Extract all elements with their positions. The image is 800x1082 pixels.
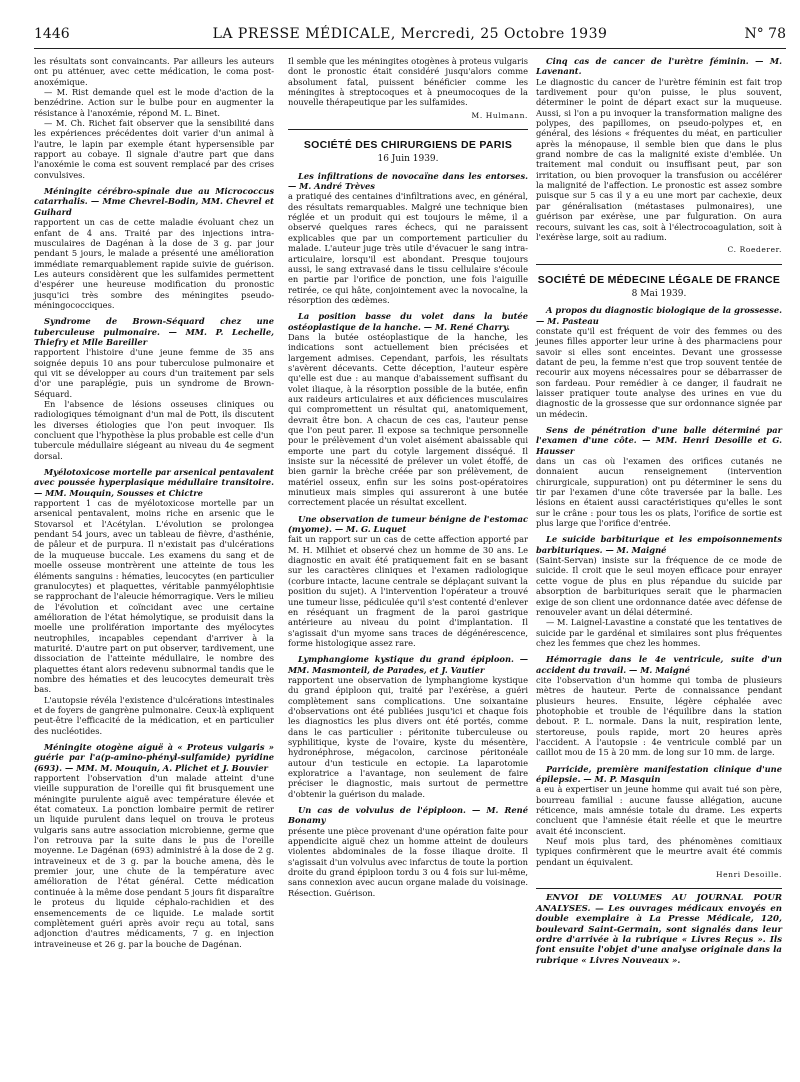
paragraph: dans un cas où l'examen des orifices cutanés ne donnaient aucun renseignement (intervention chirurgicale, suppuration) ont pu déterminer le sens du tir par l'examen d'une côte traversée par la balle. Les lésions en étaient aussi caractéristiques qu'elles le sont sur le crâne : pour tous les os plats, l'orifice de sortie est plus large que l'orifice d'entrée.	[536, 456, 782, 529]
paragraph: — M. Laignel-Lavastine a constaté que les tentatives de suicide par le gardénal et similaires sont plus fréquentes chez les femmes que chez les hommes.	[536, 617, 782, 648]
article-heading: Une observation de tumeur bénigne de l'estomac (myome). — M. G. Luquet	[288, 513, 528, 535]
article-heading: Lymphangiome kystique du grand épiploon. — MM. Masmonteil, de Parades, et J. Vautier	[288, 654, 528, 675]
article-heading: Méningite otogène aiguë à « Proteus vulgaris » guérie par l'a(p-amino-phényl-sulfamide) pyridine (693). — MM. M. Mouquin, A. Plichet et J. Bouvier	[34, 742, 274, 773]
article-heading: Syndrome de Brown-Séquard chez une tuberculeuse pulmonaire. — MM. P. Lechelle, Thiefry et Mlle Bareiller	[34, 316, 274, 347]
article-heading: La position basse du volet dans la butée ostéoplastique de la hanche. — M. René Charry.	[288, 311, 528, 332]
signature: Henri Desoille.	[715, 870, 782, 880]
paragraph: a pratiqué des centaines d'infiltrations avec, en général, des résultats remarquables. Malgré une technique bien réglée et un produit qui est toujours le même, il a observé quelques rares échecs, qui ne paraissent explicables que par un comportement particulier du malade. L'auteur juge très utile d'évacuer le sang intra-articulaire, lorsqu'il est abondant. Presque toujours aussi, le sang extravasé dans le tissu cellulaire s'écoule en partie par l'orifice de ponction, une fois l'aiguille retirée, ce qui hâte, conjointement avec la novocaïne, la résorption des œdèmes.	[288, 191, 528, 305]
paragraph: Il semble que les méningites otogènes à proteus vulgaris dont le pronostic était considéré jusqu'alors comme absolument fatal, puissent bénéficier comme les méningites à streptocoques et à pneumocoques de la nouvelle thérapeutique par les sulfamides.	[288, 56, 528, 108]
notice-box: ENVOI DE VOLUMES AU JOURNAL POUR ANALYSES. — Les ouvrages médicaux envoyés en double exemplaire à La Presse Médicale, 120, boulevard Saint-Germain, sont signalés dans leur ordre d'arrivée à la rubrique « Livres Reçus ». Ils font ensuite l'objet d'une analyse originale dans la rubrique « Livres Nouveaux ».	[536, 888, 782, 966]
paragraph: L'autopsie révéla l'existence d'ulcérations intestinales et de foyers de gangrène pulmonaire. Ceux-là expliquent peut-être l'efficacité de la médication, et en particulier des nucléotides.	[34, 694, 274, 736]
section-title: SOCIÉTÉ DES CHIRURGIENS DE PARIS	[303, 139, 513, 152]
section-title: SOCIÉTÉ DE MÉDECINE LÉGALE DE FRANCE	[537, 273, 781, 286]
article-heading: Sens de pénétration d'une balle déterminé par l'examen d'une côte. — MM. Henri Desoille et G. Hausser	[536, 425, 782, 456]
paragraph: présente une pièce provenant d'une opération faite pour appendicite aiguë chez un homme atteint de douleurs violentes abdominales de la fosse iliaque droite. Il s'agissait d'un volvulus avec infarctus de toute la portion droite du grand épiploon tordu 3 ou 4 fois sur lui-même, sans connexion avec aucun organe malade du voisinage. Résection. Guérison.	[288, 825, 528, 898]
paragraph: rapportent une observation de lymphangiome kystique du grand épiploon qui, traité par l'exérèse, a guéri complètement sans complications. Une soixantaine d'observations ont été publiées jusqu'ici et chaque fois les diagnostics les plus divers ont été portés, comme dans le cas particulier : péritonite tuberculeuse ou syphilitique, kyste de l'ovaire, kyste du mésentère, hydronéphrose, mégacolon, carcinose péritonéale autour d'un testicule en ectopie. La laparotomie exploratrice a l'avantage, non seulement de faire préciser le diagnostic, mais surtout de permettre d'obtenir la guérison du malade.	[288, 674, 528, 799]
paragraph: — M. Rist demande quel est le mode d'action de la benzédrine. Action sur le bulbe pour en augmenter la résistance à l'anoxémie, répond M. L. Binet.	[34, 87, 274, 118]
paragraph: Neuf mois plus tard, des phénomènes comitiaux typiques confirmèrent que le meurtre avait été commis pendant un équivalent.	[536, 836, 782, 867]
paragraph: rapportent 1 cas de myélotoxicose mortelle par un arsenical pentavalent, moins riche en arsenic que le Stovarsol et l'Acétylan. L'évolution se prolongea pendant 54 jours, avec un tableau de fièvre, d'asthénie, de pâleur et de purpura. Il n'existait pas d'ulcérations de la muqueuse buccale. Les examens du sang et de moelle osseuse montrèrent une atteinte de tous les éléments sanguins : hématies, leucocytes (en particulier granulocytes) et plaquettes, véritable panmyélophtisie se rapprochant de l'aleucie hémorragique. Vers le milieu de l'évolution et coïncidant avec une certaine amélioration de l'état hémolytique, se produisit dans la moelle une prolifération importante des myélocytes neutrophiles, incapables cependant d'arriver à la maturité. D'autre part on put observer, tardivement, une dissociation de l'atteinte médullaire, le nombre des plaquettes étant alors redevenu subnormal tandis que le nombre des hématies et des leucocytes demeurait très bas.	[34, 498, 274, 695]
section-date: 8 Mai 1939.	[631, 288, 687, 299]
paragraph: — M. Ch. Richet fait observer que la sensibilité dans les expériences précédentes doit varier d'un animal à l'autre, le lapin par exemple étant hypersensible par rapport au cobaye. Il signale d'autre part que dans l'anoxémie le coma est souvent remplacé par des crises convulsives.	[34, 118, 274, 180]
page-header	[34, 26, 786, 49]
article-heading: A propos du diagnostic biologique de la grossesse. — M. Pasteau	[536, 305, 782, 326]
paragraph: les résultats sont convaincants. Par ailleurs les auteurs ont pu atténuer, avec cette médication, le coma post-anoxémique.	[34, 56, 274, 87]
signature: C. Roederer.	[727, 245, 782, 255]
paragraph: Dans la butée ostéoplastique de la hanche, les indications sont actuellement bien précisées et largement admises. Cependant, parfois, les résultats s'avèrent décevants. Cette déception, l'auteur espère qu'elle est due : au manque d'abaissement suffisant du volet iliaque, à la résorption possible de la butée, enfin aux raideurs articulaires et aux déficiences musculaires qui compromettent un résultat qui, anatomiquement, devrait être bon. A chacun de ces cas, l'auteur pense que l'on peut parer. Il expose sa technique personnelle pour le prélèvement d'un volet aisément abaissable qui emporte une part du cotyle largement disséqué. Il insiste sur la nécessité de prélever un volet étoffé, de bien garnir la brèche créée par son prélèvement, de matériel osseux, enfin sur les soins post-opératoires minutieux mais simples qui assureront à une butée correctement placée un résultat excellent.	[288, 331, 528, 508]
signature: M. Hulmann.	[471, 110, 528, 120]
article-heading: Un cas de volvulus de l'épiploon. — M. René Bonamy	[288, 805, 528, 826]
paragraph: fait un rapport sur un cas de cette affection apporté par M. H. Milhiet et observé chez un homme de 30 ans. Le diagnostic en avait été pratiquement fait en se basant sur les caractères cliniques et l'examen radiologique (corbure intacte, lacune centrale se déplaçant suivant la position du sujet). A l'intervention l'opérateur a trouvé une tumeur lisse, pédiculée qu'il s'est contenté d'enlever en réséquant un fragment de la paroi gastrique antérieure au niveau du point d'implantation. Il s'agissait d'un myome sans traces de dégénérescence, forme histologique assez rare.	[288, 534, 528, 648]
section-rule	[288, 129, 528, 130]
masthead: LA PRESSE MÉDICALE, Mercredi, 25 Octobre 1939	[212, 26, 608, 42]
page-number: 1446	[34, 26, 70, 42]
section-date: 16 Juin 1939.	[377, 154, 439, 165]
paragraph: cite l'observation d'un homme qui tomba de plusieurs mètres de hauteur. Perte de connaissance pendant plusieurs heures. Ensuite, légère céphalée avec photophobie et trouble de l'équilibre dans la station debout. P. L. normale. Dans la nuit, respiration lente, stertoreuse, pouls rapide, mort 20 heures après l'accident. A l'autopsie : 4e ventricule comblé par un caillot mou de 15 à 20 mm. de long sur 10 mm. de large.	[536, 674, 782, 758]
section-rule	[536, 264, 782, 265]
paragraph: En l'absence de lésions osseuses cliniques ou radiologiques témoignant d'un mal de Pott, ils discutent les diverses étiologies que l'on peut invoquer. Ils concluent que l'hypothèse la plus probable est celle d'un tubercule médullaire siégeant au niveau du 4e segment dorsal.	[34, 399, 274, 461]
article-heading: Les infiltrations de novocaïne dans les entorses. — M. André Trèves	[288, 170, 528, 192]
column-1	[34, 56, 274, 949]
article-heading: Myélotoxicose mortelle par arsenical pentavalent avec poussée hyperplasique médullaire transitoire. — MM. Mouquin, Sousses et Chictre	[34, 467, 274, 498]
article-heading: Le suicide barbiturique et les empoisonnements barbituriques. — M. Maigné	[536, 534, 782, 555]
paragraph: (Saint-Servan) insiste sur la fréquence de ce mode de suicide. Il croit que le seul moyen efficace pour enrayer cette vogue de plus en plus répandue du suicide par absorption de barbituriques serait que le pharmacien exige de son client une ordonnance datée avec défense de renouveler avant un délai déterminé.	[536, 555, 782, 617]
paragraph: a eu à expertiser un jeune homme qui avait tué son père, bourreau familial : aucune fausse allégation, aucune réticence, mais amnésie totale du drame. Les experts concluent que l'amnésie était réelle et que le meurtre avait été inconscient.	[536, 784, 782, 836]
issue-number: N° 78	[744, 26, 786, 42]
article-heading: Hémorragie dans le 4e ventricule, suite d'un accident du travail. — M. Maigné	[536, 654, 782, 675]
column-3	[536, 56, 782, 966]
article-heading: Cinq cas de cancer de l'urètre féminin. — M. Lavenant.	[536, 56, 782, 77]
paragraph: rapportent un cas de cette maladie évoluant chez un enfant de 4 ans. Traité par des injections intra-musculaires de Dagénan à la dose de 3 g. par jour pendant 5 jours, le malade a présenté une amélioration immédiate remarquablement rapide suivie de guérison. Les auteurs considèrent que les sulfamides permettent d'espérer une heureuse modification du pronostic jusqu'ici très sombre des méningites pseudo-méningococciques.	[34, 217, 274, 310]
paragraph: constate qu'il est fréquent de voir des femmes ou des jeunes filles apporter leur urine à des pharmaciens pour savoir si elles sont enceintes. Devant une grossesse datant de peu, la femme n'est que trop souvent tentée de recourir aux moyens nécessaires pour se débarrasser de son fardeau. Pour remédier à ce danger, il faudrait ne laisser pratiquer toute analyse des urines en vue du diagnostic de la grossesse que sur ordonnance signée par un médecin.	[536, 325, 782, 419]
paragraph: rapportent l'observation d'un malade atteint d'une vieille suppuration de l'oreille qui fit brusquement une méningite purulente aiguë avec température élevée et état comateux. La ponction lombaire permit de retirer un liquide purulent dans lequel on trouva le proteus vulgaris sans autre association microbienne, germe que l'on retrouva par la suite dans le pus de l'oreille moyenne. Le Dagénan (693) administré à la dose de 2 g. intraveineux et de 3 g. par la bouche amena, dès le premier jour, une chute de la température avec amélioration de l'état général. Cette médication continuée à la même dose pendant 5 jours fit disparaître le proteus du liquide céphalo-rachidien et des ensemencements de ce liquide. Le malade sortit complètement guéri après avoir reçu au total, sans adjonction d'autres médicaments, 7 g. en injection intraveineuse et 26 g. par la bouche de Dagénan.	[34, 773, 274, 949]
column-2	[288, 56, 528, 898]
paragraph: Le diagnostic du cancer de l'urètre féminin est fait trop tardivement pour qu'on puisse, le plus souvent, déterminer le point de départ exact sur la muqueuse. Aussi, si l'on a pu invoquer la transformation maligne des polypes, des papillomes, on pseudo-polypes et, en général, des lésions « fréquentes du méat, en particulier après la ménopause, il semble bien que dans le plus grand nombre de cas la malignité existe d'emblée. Un traitement mal conduit ou insuffisant peut, par son irritation, ou bien provoquer la transfusion ou accélérer la malignité de l'affection. Le pronostic est assez sombre puisque sur 5 cas il y a eu une mort par cachexie, deux par généralisation (métastases pulmonaires), une guérison par exérèse, une par fulguration. On aura recours, suivant les cas, soit à l'électrocoagulation, soit à l'exérèse large, soit au radium.	[536, 76, 782, 242]
article-heading: Parricide, première manifestation clinique d'une épilepsie. — M. P. Masquin	[536, 763, 782, 784]
article-heading: Méningite cérébro-spinale due au Micrococcus catarrhalis. — Mme Chevrel-Bodin, MM. Chevrel et Guihard	[34, 186, 274, 217]
paragraph: rapportent l'histoire d'une jeune femme de 35 ans soignée depuis 10 ans pour tuberculose pulmonaire et qui vit se développer au cours d'un traitement par sels d'or une paraplégie, puis un syndrome de Brown-Séquard.	[34, 347, 274, 399]
